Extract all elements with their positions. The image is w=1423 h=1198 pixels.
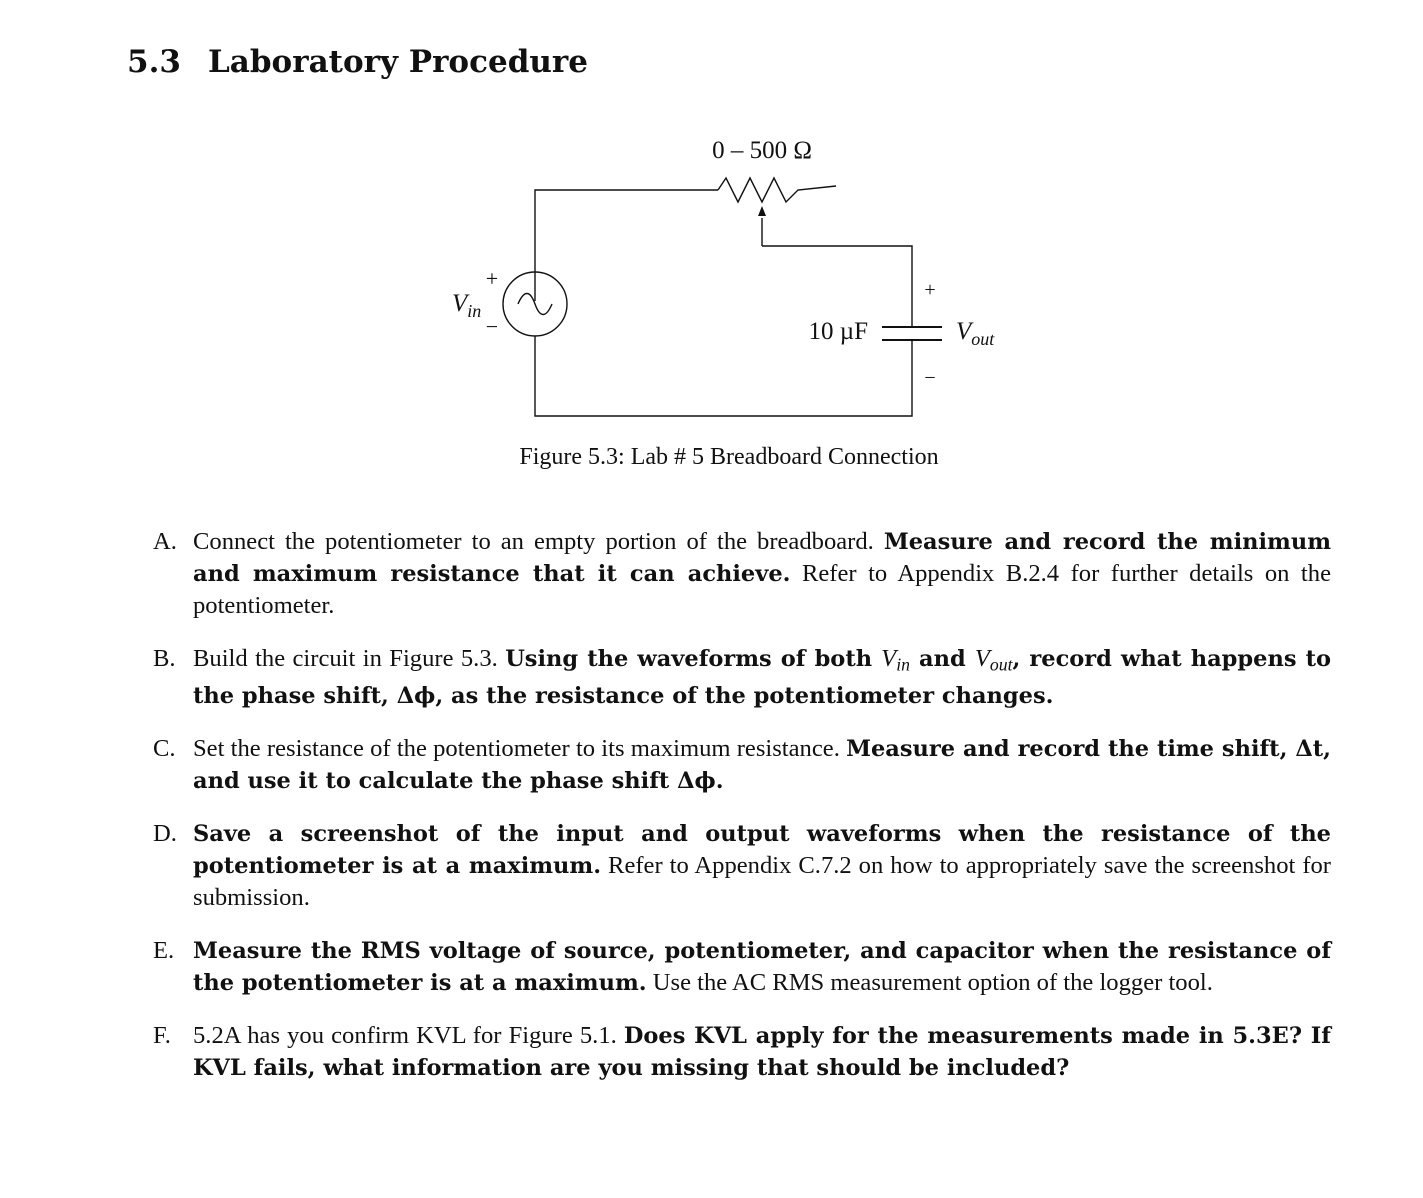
step-bold-text: and — [909, 646, 975, 672]
vin-label — [452, 290, 481, 321]
step-letter: B. — [153, 645, 176, 672]
step-plain-text: Refer to Appendix B.2.4 for further details on the potentiometer. — [193, 560, 1331, 619]
vin-symbol: V — [452, 290, 468, 317]
step-plain-text: Set the resistance of the potentiometer to its maximum resistance. — [193, 735, 847, 763]
step-subscript: out — [989, 654, 1013, 675]
step-italic-symbol: V — [974, 645, 990, 672]
source-plus: + — [485, 266, 499, 291]
step-text — [193, 733, 1331, 797]
figure-caption: Figure 5.3: Lab # 5 Breadboard Connection — [519, 444, 939, 470]
capacitor-label: 10 µF — [808, 318, 868, 345]
step-plain-text: Build the circuit in Figure 5.3. — [193, 645, 506, 672]
step-letter: D. — [153, 820, 177, 848]
vout-label — [956, 318, 995, 349]
step-plain-text: Connect the potentiometer to an empty portion of the breadboard. — [193, 528, 884, 555]
wire-bottom — [535, 336, 912, 416]
step-text — [193, 526, 1331, 622]
wire-top — [535, 190, 718, 301]
circuit-diagram — [440, 126, 1040, 426]
step-bold-text: Using the waveforms of both — [505, 646, 882, 672]
vin-subscript: in — [467, 301, 482, 321]
wiper-arrow-icon — [758, 206, 766, 216]
vout-subscript: out — [971, 329, 995, 349]
vout-plus: + — [924, 279, 936, 301]
vout-symbol: V — [956, 318, 972, 345]
procedure-step — [153, 1020, 1331, 1084]
step-letter: A. — [153, 528, 177, 555]
resistor-label: 0 – 500 Ω — [712, 137, 812, 164]
section-heading — [127, 44, 588, 80]
step-bold-text: Measure the RMS voltage of source, potentiometer, and capacitor when the resistance of the potentiometer is at a maximum. — [193, 938, 1331, 997]
vout-minus: − — [924, 367, 936, 389]
section-title: Laboratory Procedure — [208, 44, 588, 80]
procedure-step — [153, 643, 1331, 712]
step-text — [193, 1020, 1331, 1084]
step-italic-symbol: V — [881, 645, 897, 672]
procedure-list — [153, 526, 1331, 1105]
step-text — [193, 643, 1331, 712]
step-plain-text: Use the AC RMS measurement option of the logger tool. — [646, 969, 1213, 997]
procedure-step — [153, 733, 1331, 797]
step-letter: C. — [153, 735, 176, 763]
procedure-step — [153, 526, 1331, 622]
step-subscript: in — [896, 654, 910, 675]
step-text — [193, 935, 1331, 999]
source-minus: − — [485, 314, 499, 339]
step-bold-text: Does KVL apply for the measurements made in 5.3E? If KVL fails, what information are you missing that should be included? — [193, 1023, 1331, 1082]
resistor-zigzag — [718, 178, 836, 202]
section-number: 5.3 — [127, 44, 181, 80]
step-letter: E. — [153, 937, 175, 965]
procedure-step — [153, 818, 1331, 914]
step-bold-text: Measure and record the time shift, Δt, and use it to calculate the phase shift Δϕ. — [193, 736, 1331, 795]
step-bold-text: Save a screenshot of the input and output waveforms when the resistance of the potentiometer is at a maximum. — [193, 821, 1331, 880]
wire-wiper-to-cap — [762, 246, 912, 326]
procedure-step — [153, 935, 1331, 999]
step-bold-text: , record what happens to the phase shift, Δϕ, as the resistance of the potentiometer changes. — [193, 646, 1331, 710]
step-plain-text: Refer to Appendix C.7.2 on how to appropriately save the screenshot for submission. — [193, 852, 1332, 912]
step-text — [193, 818, 1331, 914]
step-bold-text: Measure and record the minimum and maximum resistance that it can achieve. — [193, 529, 1332, 587]
step-letter: F. — [153, 1022, 171, 1050]
step-plain-text: 5.2A has you confirm KVL for Figure 5.1. — [193, 1022, 624, 1050]
